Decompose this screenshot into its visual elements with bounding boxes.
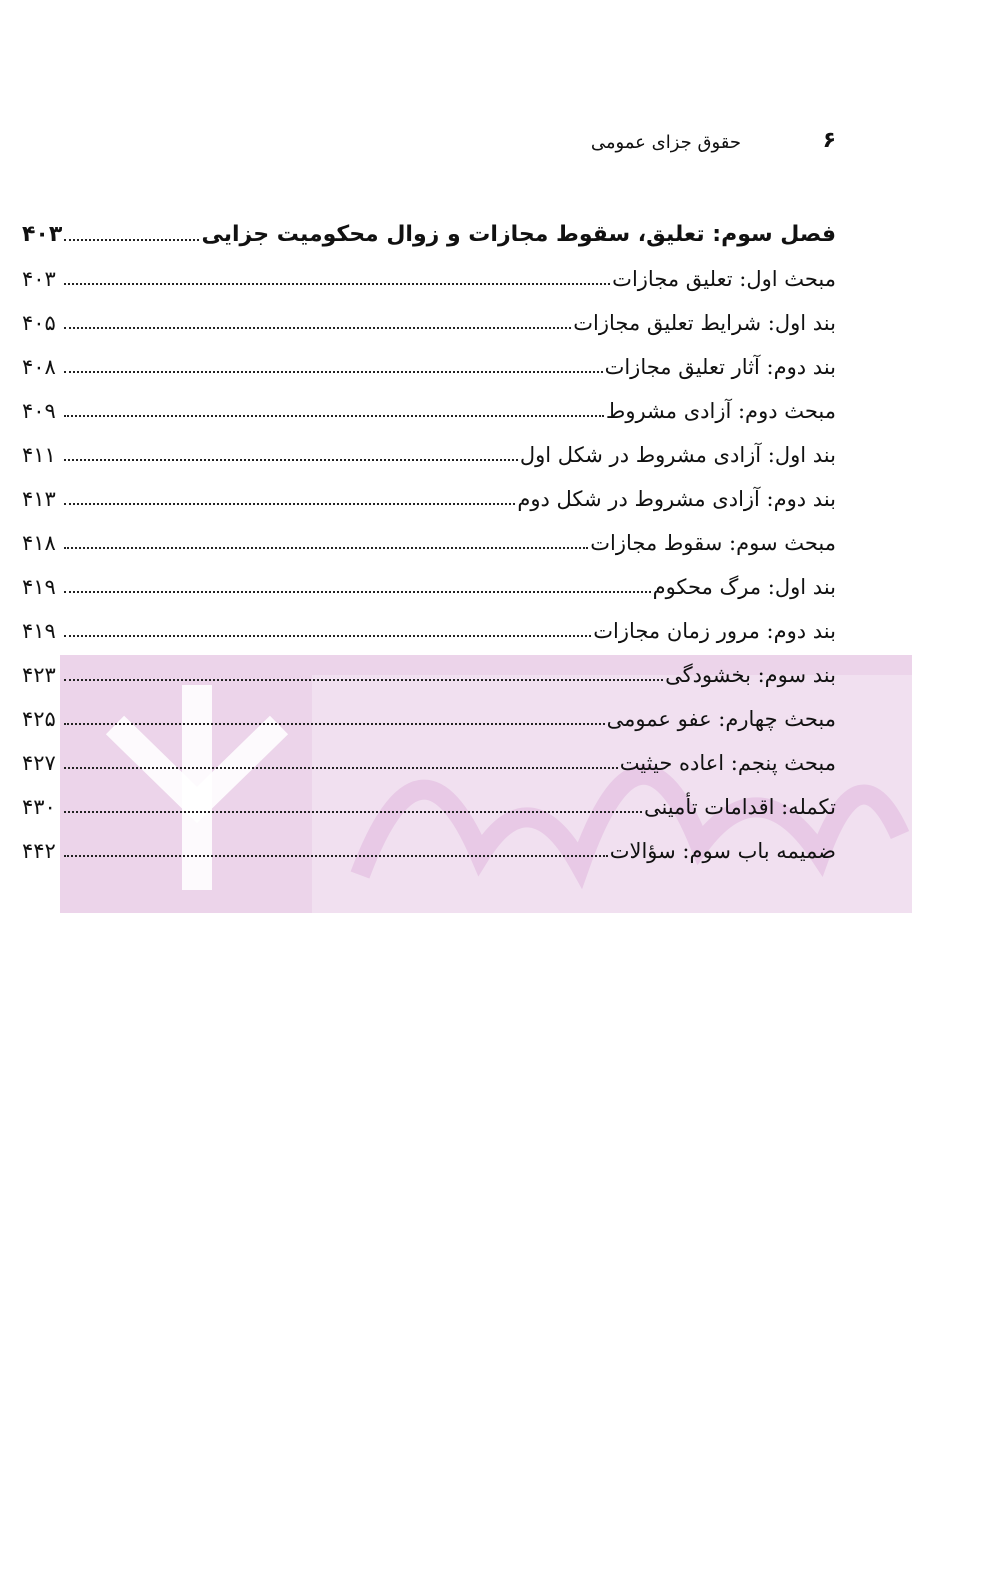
toc-entry[interactable] [22,510,836,554]
dot-leader [64,679,663,681]
toc-entry[interactable] [22,686,836,730]
toc-entry-title: مبحث اول: تعلیق مجازات [612,267,836,291]
toc-entry-page: ۴۱۹ [22,575,56,599]
toc-entry[interactable] [22,466,836,510]
toc-entry-page: ۴۱۹ [22,619,56,643]
toc-entry-title: بند دوم: آثار تعلیق مجازات [604,355,836,379]
toc-entry-page: ۴۱۸ [22,531,56,555]
toc-entry-page: ۴۲۵ [22,707,56,731]
dot-leader [64,767,618,769]
toc-entry-title: بند اول: آزادی مشروط در شکل اول [519,443,836,467]
dot-leader [64,591,651,593]
dot-leader [64,371,603,373]
dot-leader [64,239,199,241]
toc-entry-title: مبحث دوم: آزادی مشروط [605,399,836,423]
page-header [0,128,986,158]
dot-leader [64,415,604,417]
toc-entry-title: مبحث پنجم: اعاده حیثیت [619,751,836,775]
toc-entry-title: بند اول: شرایط تعلیق مجازات [573,311,836,335]
toc-entry[interactable] [22,290,836,334]
dot-leader [64,547,588,549]
dot-leader [64,811,642,813]
toc-entry-page: ۴۲۳ [22,663,56,687]
dot-leader [64,855,608,857]
toc-entry-title: بند دوم: مرور زمان مجازات [593,619,836,643]
toc-entry[interactable] [22,774,836,818]
toc-entry-page: ۴۲۷ [22,751,56,775]
toc-entry[interactable] [22,422,836,466]
toc-entry[interactable] [22,246,836,290]
toc-entry[interactable] [22,378,836,422]
book-title: حقوق جزای عمومی [590,132,741,153]
toc-entry-page: ۴۱۳ [22,487,56,511]
toc-entry-page: ۴۰۳ [22,267,56,291]
dot-leader [64,283,610,285]
toc-entry-page: ۴۰۵ [22,311,56,335]
toc-entry-page: ۴۴۲ [22,839,56,863]
toc-entry-title: بند سوم: بخشودگی [665,663,836,687]
toc-entry-title: مبحث چهارم: عفو عمومی [606,707,836,731]
dot-leader [64,327,571,329]
toc-chapter-heading[interactable] [22,198,836,246]
toc-entry[interactable] [22,598,836,642]
toc-entry-title: فصل سوم: تعلیق، سقوط مجازات و زوال محکومیت جزایی [201,222,836,247]
toc-entry-page: ۴۰۹ [22,399,56,423]
dot-leader [64,459,518,461]
toc-entry[interactable] [22,334,836,378]
toc-entry-page: ۴۱۱ [22,443,56,467]
toc-entry-page: ۴۳۰ [22,795,56,819]
toc-entry-title: بند دوم: آزادی مشروط در شکل دوم [517,487,836,511]
toc-entry-title: ضمیمه باب سوم: سؤالات [609,839,836,863]
dot-leader [64,635,591,637]
toc-entry-title: مبحث سوم: سقوط مجازات [590,531,836,555]
toc-entry[interactable] [22,818,836,862]
page-number: ۶ [822,128,836,153]
toc-entry[interactable] [22,554,836,598]
toc-entry[interactable] [22,730,836,774]
toc-entry[interactable] [22,642,836,686]
table-of-contents [22,198,836,862]
toc-entry-title: تکمله: اقدامات تأمینی [643,795,836,819]
dot-leader [64,723,605,725]
toc-entry-page: ۴۰۸ [22,355,56,379]
toc-entry-title: بند اول: مرگ محکوم [652,575,836,599]
toc-entry-page: ۴۰۳ [22,222,63,247]
dot-leader [64,503,515,505]
